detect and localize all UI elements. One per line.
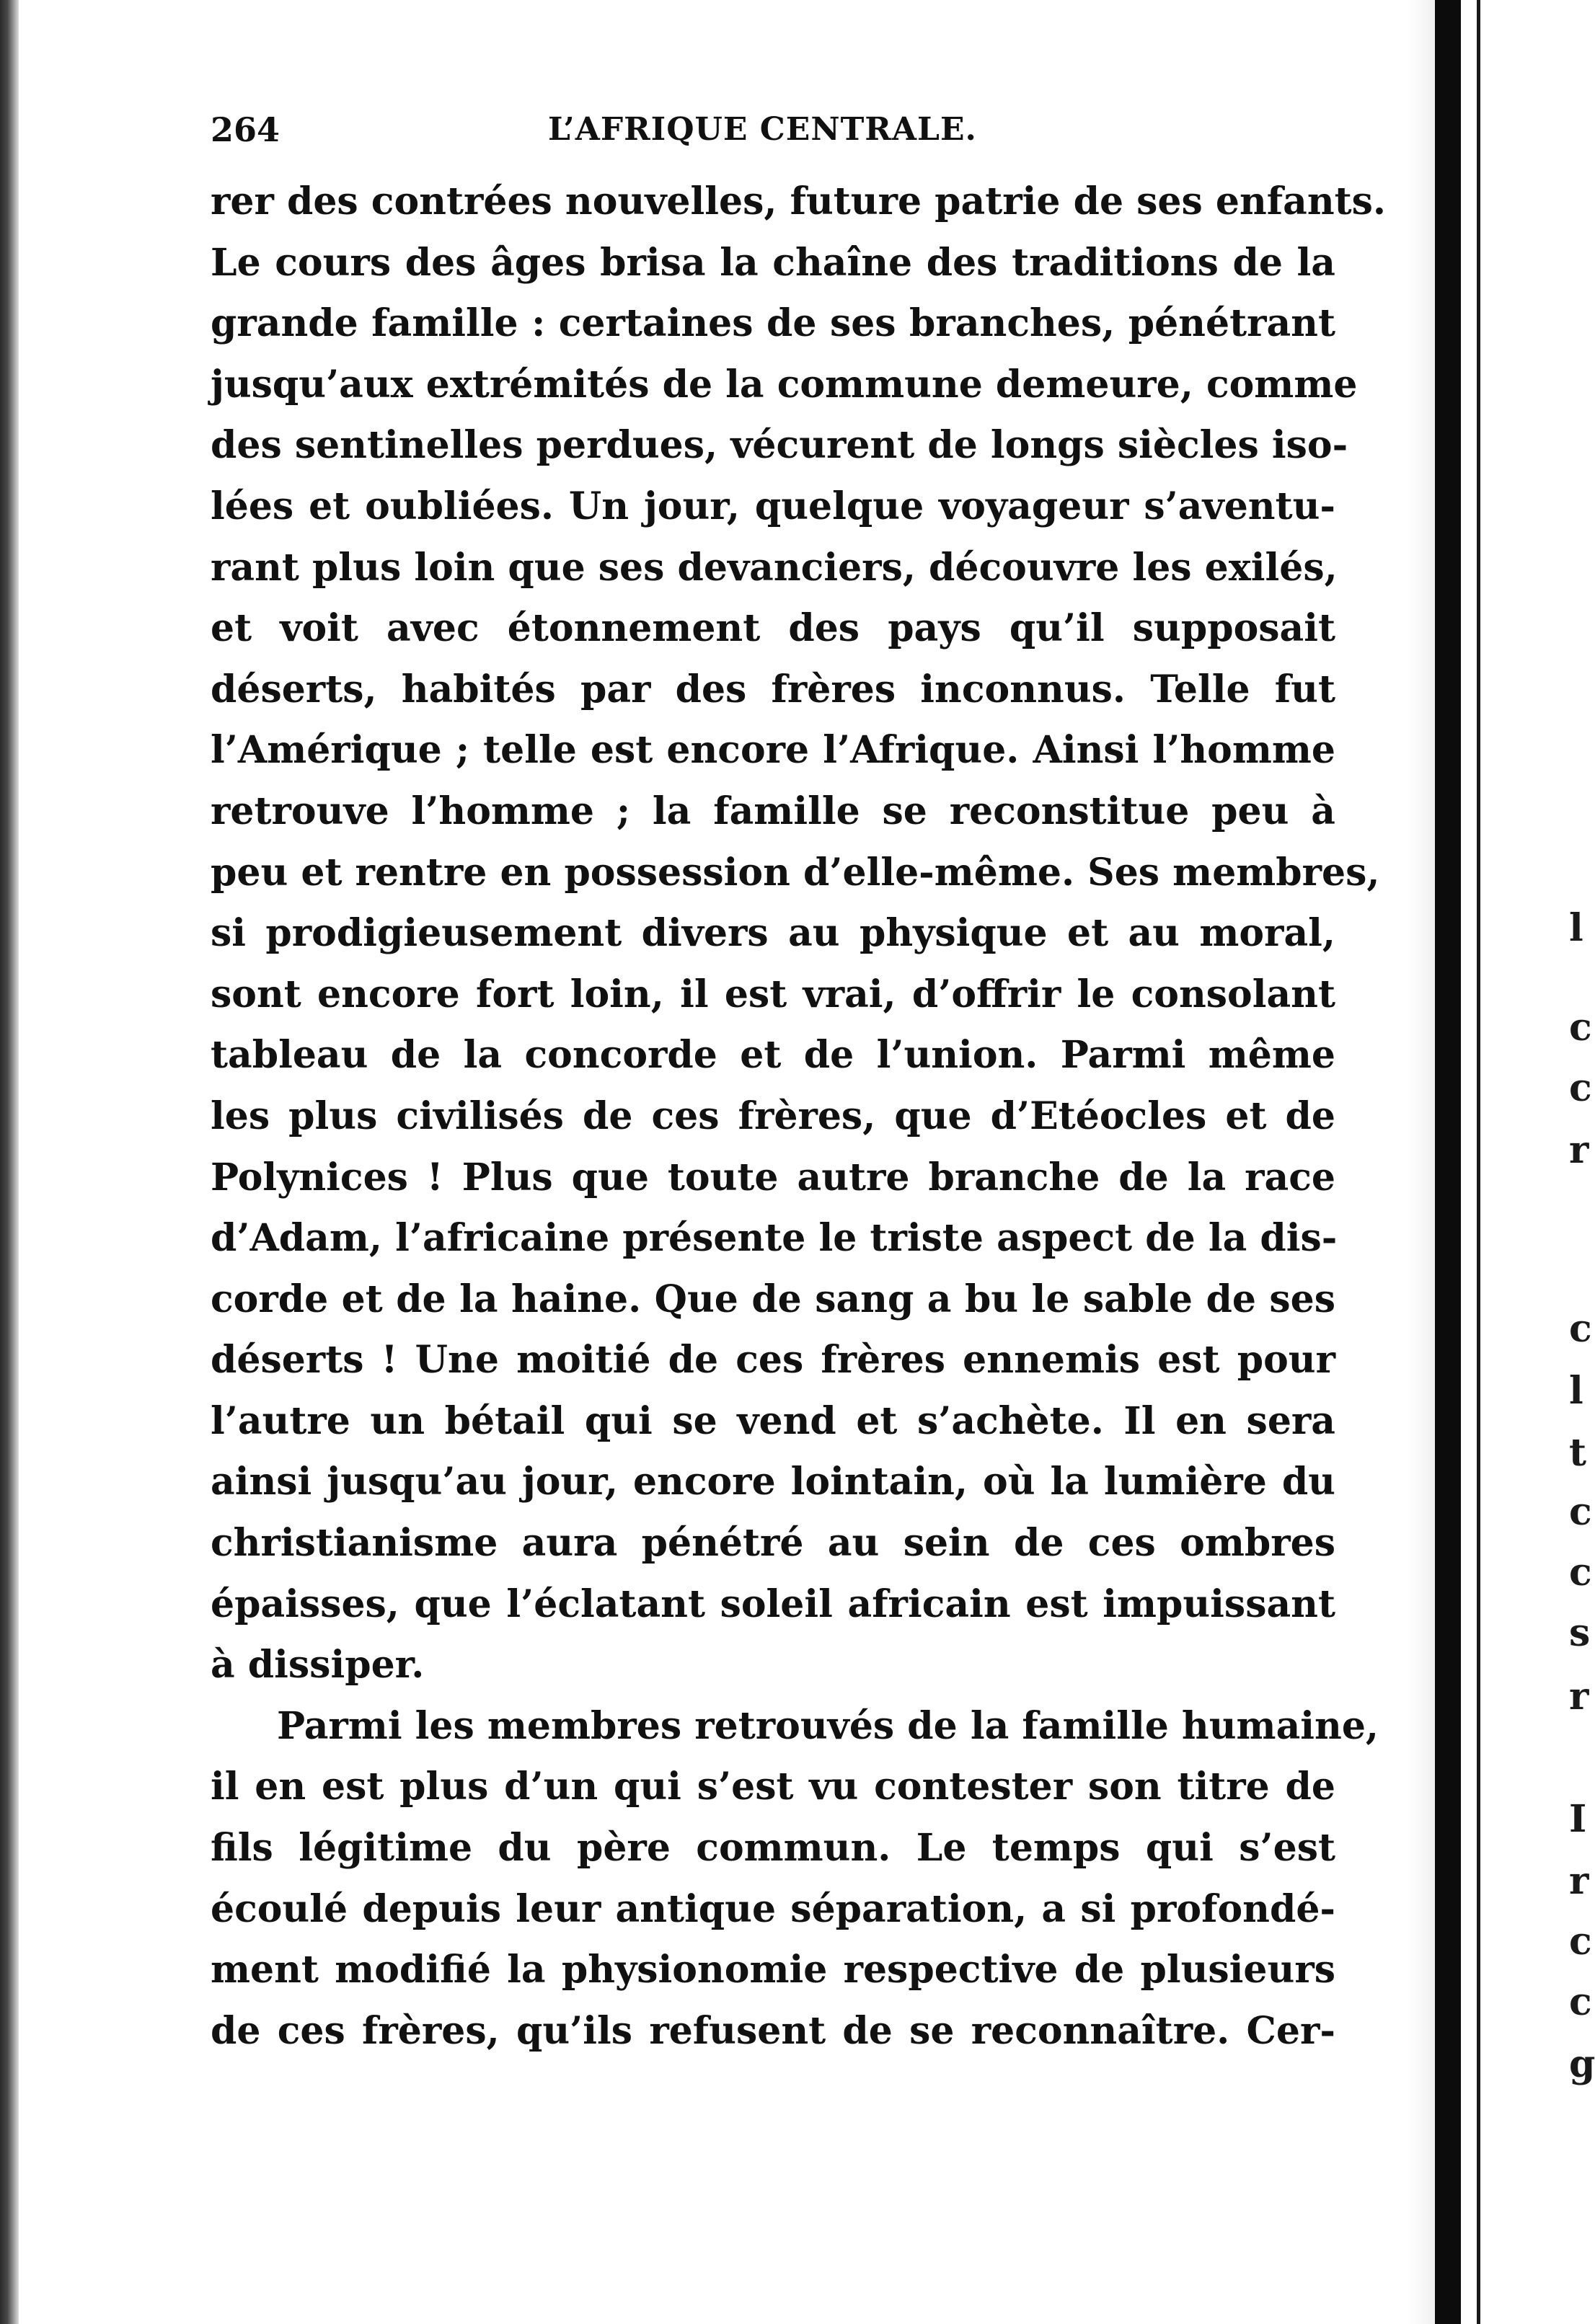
adjacent-fragment: c (1569, 1066, 1592, 1110)
text-line: l’autre un bétail qui se vend et s’achète. Il en sera (211, 1398, 1335, 1443)
text-line: d’Adam, l’africaine présente le triste aspect de la dis- (211, 1216, 1338, 1261)
adjacent-page-rule (1477, 0, 1480, 2324)
text-line: peu et rentre en possession d’elle-même. Ses membres, (211, 850, 1380, 895)
adjacent-fragment: g (1569, 2042, 1595, 2086)
text-line: l’Amérique ; telle est encore l’Afrique. Ainsi l’homme (211, 728, 1335, 773)
text-line: christianisme aura pénétré au sein de ces ombres (211, 1521, 1335, 1566)
paragraph-1 (211, 172, 1387, 1696)
text-line: déserts ! Une moitié de ces frères ennemis est pour (211, 1338, 1335, 1383)
page-number: 264 (211, 110, 280, 149)
text-line: Parmi les membres retrouvés de la famille humaine, (277, 1703, 1379, 1748)
text-line: lées et oubliées. Un jour, quelque voyageur s’aventu- (211, 484, 1335, 528)
adjacent-fragment: l (1569, 906, 1583, 950)
adjacent-fragment: c (1569, 1920, 1592, 1964)
text-line: rer des contrées nouvelles, future patrie de ses enfants. (211, 179, 1387, 223)
text-line: jusqu’aux extrémités de la commune demeure, comme (211, 362, 1358, 407)
adjacent-fragment: t (1569, 1431, 1587, 1475)
running-header (211, 108, 1004, 159)
text-line: sont encore fort loin, il est vrai, d’offrir le consolant (211, 972, 1335, 1016)
gutter-shadow (1406, 0, 1435, 2324)
text-line: si prodigieusement divers au physique et au moral, (211, 911, 1335, 956)
scan-left-edge (0, 0, 19, 2324)
adjacent-fragment: c (1569, 1551, 1592, 1595)
adjacent-fragment: l (1569, 1369, 1583, 1413)
text-line: ment modifié la physionomie respective de plusieurs (211, 1948, 1335, 1992)
text-line: grande famille : certaines de ses branches, pénétrant (211, 301, 1335, 346)
adjacent-fragment: I (1569, 1797, 1587, 1841)
text-line: Le cours des âges brisa la chaîne des traditions de la (211, 240, 1335, 285)
text-line: des sentinelles perdues, vécurent de longs siècles iso- (211, 423, 1348, 468)
body-text (211, 172, 1387, 2062)
text-line: et voit avec étonnement des pays qu’il supposait (211, 606, 1335, 651)
adjacent-page-edge (1461, 0, 1595, 2324)
text-line: écoulé depuis leur antique séparation, a si profondé- (211, 1886, 1335, 1931)
adjacent-fragment: c (1569, 1006, 1592, 1050)
text-line: épaisses, que l’éclatant soleil africain est impuissant (211, 1582, 1335, 1626)
paragraph-2 (211, 1696, 1379, 2062)
adjacent-fragment: c (1569, 1490, 1592, 1534)
text-line: retrouve l’homme ; la famille se reconstitue peu à (211, 789, 1335, 833)
text-line: rant plus loin que ses devanciers, découvre les exilés, (211, 545, 1338, 590)
book-gutter-bar (1435, 0, 1461, 2324)
running-title: L’AFRIQUE CENTRALE. (548, 111, 977, 148)
text-line: les plus civilisés de ces frères, que d’Etéocles et de (211, 1094, 1335, 1138)
text-line: corde et de la haine. Que de sang a bu le sable de ses (211, 1277, 1335, 1321)
text-line: ainsi jusqu’au jour, encore lointain, où la lumière du (211, 1460, 1335, 1504)
adjacent-fragment: s (1569, 1611, 1591, 1655)
text-line: de ces frères, qu’ils refusent de se reconnaître. Cer- (211, 2008, 1335, 2053)
text-line: déserts, habités par des frères inconnus. Telle fut (211, 667, 1335, 711)
adjacent-fragment: c (1569, 1980, 1592, 2024)
adjacent-fragment: r (1569, 1675, 1589, 1718)
text-line: tableau de la concorde et de l’union. Parmi même (211, 1033, 1335, 1078)
adjacent-fragment: r (1569, 1859, 1589, 1903)
text-line: fils légitime du père commun. Le temps qui s’est (211, 1826, 1335, 1871)
text-line: Polynices ! Plus que toute autre branche de la race (211, 1155, 1335, 1199)
adjacent-fragment: r (1569, 1128, 1589, 1172)
text-line: il en est plus d’un qui s’est vu contester son titre de (211, 1765, 1335, 1809)
adjacent-fragment: c (1569, 1307, 1592, 1351)
text-line: à dissiper. (211, 1643, 425, 1687)
